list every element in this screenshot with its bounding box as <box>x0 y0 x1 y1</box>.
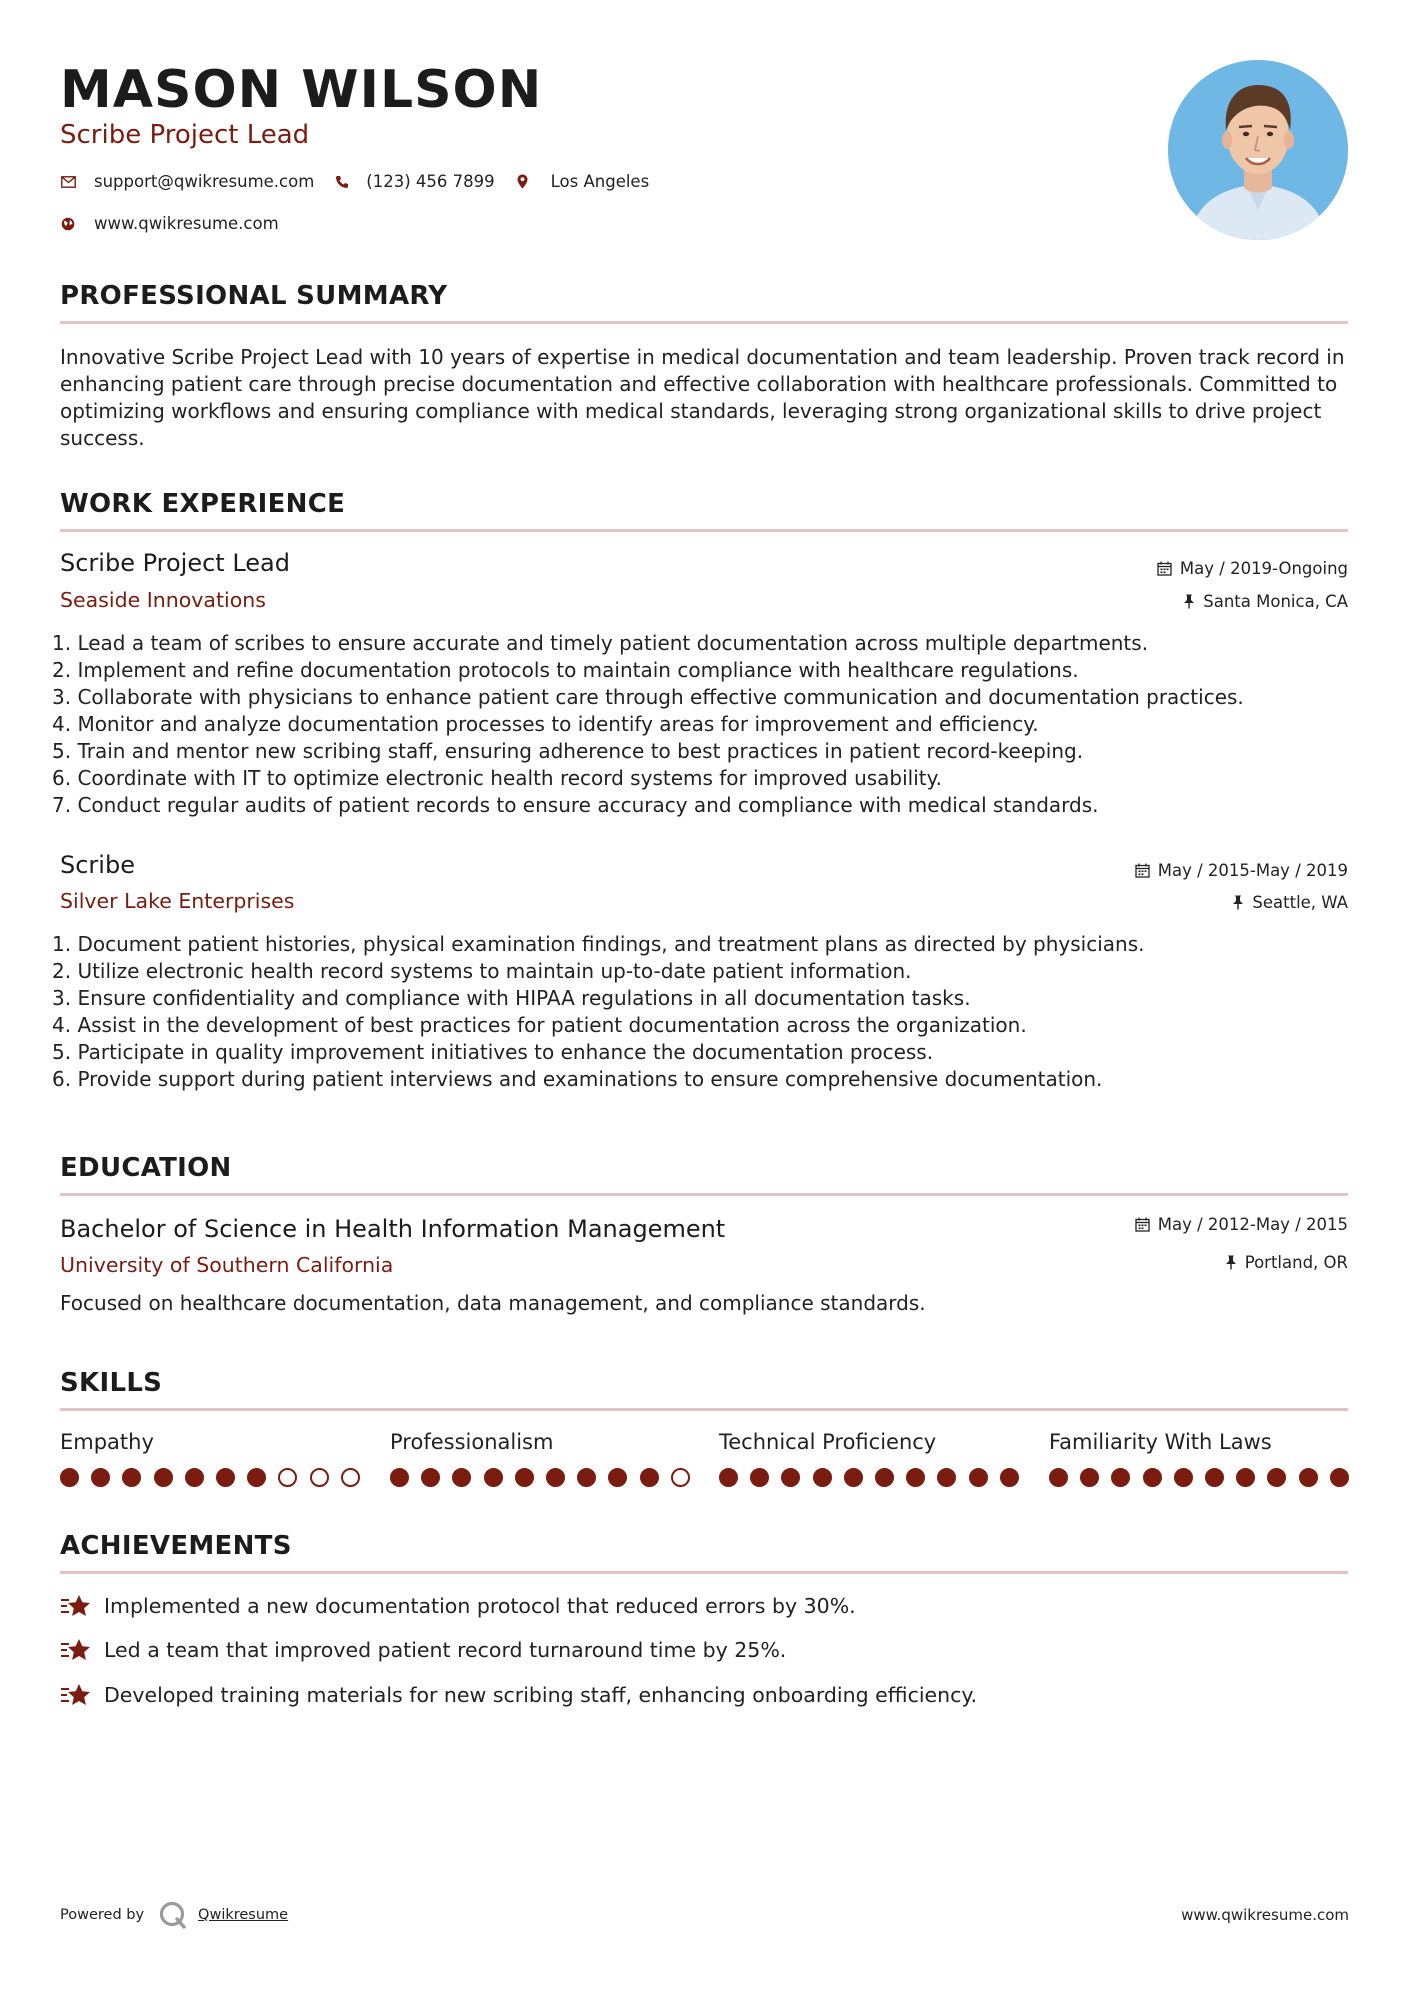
achievement-item <box>60 1636 786 1664</box>
pushpin-icon <box>1225 1255 1237 1270</box>
calendar-icon <box>1157 561 1172 576</box>
calendar-icon <box>1135 863 1150 878</box>
contact-phone[interactable] <box>334 172 494 191</box>
phone-icon <box>334 174 350 190</box>
map-pin-icon <box>515 174 531 190</box>
job-location-text: Santa Monica, CA <box>1203 592 1348 611</box>
education-dates <box>1135 1215 1348 1234</box>
skill-item <box>390 1430 690 1458</box>
rating-dot-filled <box>1174 1468 1193 1487</box>
skill-name: Familiarity With Laws <box>1049 1430 1272 1454</box>
section-divider <box>60 1193 1348 1196</box>
list-item: 2. Utilize electronic health record systems to maintain up-to-date patient information. <box>52 959 912 983</box>
star-award-icon <box>60 1681 92 1709</box>
phone-text: (123) 456 7899 <box>366 172 495 191</box>
rating-dot-filled <box>546 1468 565 1487</box>
education-location <box>1225 1253 1348 1272</box>
rating-dot-filled <box>484 1468 503 1487</box>
rating-dot-filled <box>1049 1468 1068 1487</box>
school-name: University of Southern California <box>60 1253 394 1277</box>
list-item: 6. Coordinate with IT to optimize electronic health record systems for improved usability. <box>52 766 942 790</box>
rating-dot-filled <box>1330 1468 1349 1487</box>
pushpin-icon <box>1232 895 1244 910</box>
job-company: Silver Lake Enterprises <box>60 889 295 913</box>
rating-dot-filled <box>906 1468 925 1487</box>
education-description: Focused on healthcare documentation, data management, and compliance standards. <box>60 1291 926 1315</box>
job-location-text: Seattle, WA <box>1252 893 1348 912</box>
rating-dot-filled <box>1205 1468 1224 1487</box>
skill-item <box>719 1430 1019 1458</box>
rating-dot-filled <box>452 1468 471 1487</box>
list-item: 1. Lead a team of scribes to ensure accurate and timely patient documentation across multiple departments. <box>52 631 1149 655</box>
globe-icon <box>60 216 76 232</box>
job-dates-text: May / 2015-May / 2019 <box>1157 861 1348 880</box>
job-company: Seaside Innovations <box>60 588 266 612</box>
achievement-text: Developed training materials for new scribing staff, enhancing onboarding efficiency. <box>104 1683 978 1707</box>
rating-dot-filled <box>1236 1468 1255 1487</box>
powered-by-label: Powered by <box>60 1907 145 1923</box>
education-location-text: Portland, OR <box>1244 1253 1348 1272</box>
envelope-icon <box>60 174 76 190</box>
candidate-title: Scribe Project Lead <box>60 120 310 150</box>
candidate-name: MASON WILSON <box>60 60 543 120</box>
skills-heading: SKILLS <box>60 1368 163 1398</box>
job-dates-text: May / 2019-Ongoing <box>1179 559 1348 578</box>
rating-dot-filled <box>1000 1468 1019 1487</box>
location-text: Los Angeles <box>550 172 650 191</box>
section-divider <box>60 529 1348 532</box>
section-divider <box>60 321 1348 324</box>
job-title: Scribe <box>60 851 135 879</box>
section-divider <box>60 1408 1348 1411</box>
rating-dot-filled <box>515 1468 534 1487</box>
rating-dot-filled <box>813 1468 832 1487</box>
achievement-item <box>60 1681 977 1709</box>
skill-item <box>1049 1430 1349 1458</box>
rating-dot-filled <box>937 1468 956 1487</box>
rating-dot-filled <box>781 1468 800 1487</box>
job-location <box>1232 893 1348 912</box>
rating-dot-filled <box>122 1468 141 1487</box>
rating-dot-filled <box>1143 1468 1162 1487</box>
rating-dot-empty <box>278 1468 297 1487</box>
rating-dot-empty <box>310 1468 329 1487</box>
job-bullets <box>52 630 1352 819</box>
footer-website[interactable]: www.qwikresume.com <box>1181 1906 1349 1924</box>
experience-heading: WORK EXPERIENCE <box>60 489 346 519</box>
qwikresume-logo-icon <box>158 1900 188 1930</box>
education-dates-text: May / 2012-May / 2015 <box>1157 1215 1348 1234</box>
list-item: 6. Provide support during patient interviews and examinations to ensure comprehensive documentation. <box>52 1067 1103 1091</box>
skill-name: Professionalism <box>390 1430 554 1454</box>
rating-dot-filled <box>844 1468 863 1487</box>
summary-heading: PROFESSIONAL SUMMARY <box>60 281 448 311</box>
achievement-text: Led a team that improved patient record turnaround time by 25%. <box>104 1638 787 1662</box>
rating-dot-filled <box>1111 1468 1130 1487</box>
rating-dot-filled <box>185 1468 204 1487</box>
rating-dot-filled <box>577 1468 596 1487</box>
star-award-icon <box>60 1592 92 1620</box>
rating-dot-filled <box>1299 1468 1318 1487</box>
contact-location <box>515 172 650 191</box>
rating-dot-filled <box>1267 1468 1286 1487</box>
skill-item <box>60 1430 360 1458</box>
degree-title: Bachelor of Science in Health Information Management <box>60 1215 726 1243</box>
job-location <box>1183 592 1348 611</box>
skill-name: Empathy <box>60 1430 154 1454</box>
list-item: 5. Train and mentor new scribing staff, ensuring adherence to best practices in patient record-keeping. <box>52 739 1084 763</box>
rating-dot-filled <box>247 1468 266 1487</box>
skill-rating <box>60 1468 372 1487</box>
pushpin-icon <box>1183 594 1195 609</box>
rating-dot-filled <box>875 1468 894 1487</box>
rating-dot-filled <box>60 1468 79 1487</box>
list-item: 4. Monitor and analyze documentation processes to identify areas for improvement and efficiency. <box>52 712 1039 736</box>
rating-dot-filled <box>421 1468 440 1487</box>
contact-row <box>60 172 669 191</box>
list-item: 3. Ensure confidentiality and compliance with HIPAA regulations in all documentation tasks. <box>52 986 971 1010</box>
rating-dot-filled <box>154 1468 173 1487</box>
list-item: 2. Implement and refine documentation protocols to maintain compliance with healthcare regulations. <box>52 658 1079 682</box>
calendar-icon <box>1135 1217 1150 1232</box>
job-dates <box>1157 559 1348 578</box>
section-divider <box>60 1571 1348 1574</box>
contact-email[interactable] <box>60 172 314 191</box>
job-dates <box>1135 861 1348 880</box>
list-item: 5. Participate in quality improvement initiatives to enhance the documentation process. <box>52 1040 934 1064</box>
list-item: 4. Assist in the development of best practices for patient documentation across the organization. <box>52 1013 1027 1037</box>
skill-rating <box>390 1468 702 1487</box>
achievements-heading: ACHIEVEMENTS <box>60 1531 292 1561</box>
website-text: www.qwikresume.com <box>94 214 279 233</box>
rating-dot-filled <box>719 1468 738 1487</box>
rating-dot-filled <box>608 1468 627 1487</box>
footer-powered-by <box>60 1900 288 1930</box>
contact-row-website <box>60 214 299 233</box>
rating-dot-filled <box>750 1468 769 1487</box>
skill-rating <box>1049 1468 1361 1487</box>
list-item: 1. Document patient histories, physical examination findings, and treatment plans as directed by physicians. <box>52 932 1145 956</box>
rating-dot-filled <box>91 1468 110 1487</box>
job-title: Scribe Project Lead <box>60 549 290 577</box>
job-bullets <box>52 931 1352 1093</box>
list-item: 7. Conduct regular audits of patient records to ensure accuracy and compliance with medical standards. <box>52 793 1099 817</box>
achievement-item <box>60 1592 856 1620</box>
education-heading: EDUCATION <box>60 1153 232 1183</box>
profile-photo <box>1168 60 1348 240</box>
rating-dot-empty <box>671 1468 690 1487</box>
rating-dot-filled <box>640 1468 659 1487</box>
list-item: 3. Collaborate with physicians to enhance patient care through effective communication and documentation practices. <box>52 685 1244 709</box>
rating-dot-filled <box>1080 1468 1099 1487</box>
achievement-text: Implemented a new documentation protocol that reduced errors by 30%. <box>104 1594 856 1618</box>
brand-link[interactable]: Qwikresume <box>198 1907 289 1923</box>
summary-text: Innovative Scribe Project Lead with 10 years of expertise in medical documentation and team leadership. Proven track record in enhancing patient care through precise documentation and effective collaboration with healthcare professionals. Committed to optimizing workflows and ensuring compliance with medical standards, leveraging strong organizational skills to drive project success. <box>60 345 1345 450</box>
rating-dot-filled <box>390 1468 409 1487</box>
rating-dot-filled <box>969 1468 988 1487</box>
rating-dot-empty <box>341 1468 360 1487</box>
skill-rating <box>719 1468 1031 1487</box>
email-text: support@qwikresume.com <box>94 172 315 191</box>
contact-website[interactable] <box>60 214 279 233</box>
star-award-icon <box>60 1636 92 1664</box>
skill-name: Technical Proficiency <box>719 1430 937 1454</box>
rating-dot-filled <box>216 1468 235 1487</box>
